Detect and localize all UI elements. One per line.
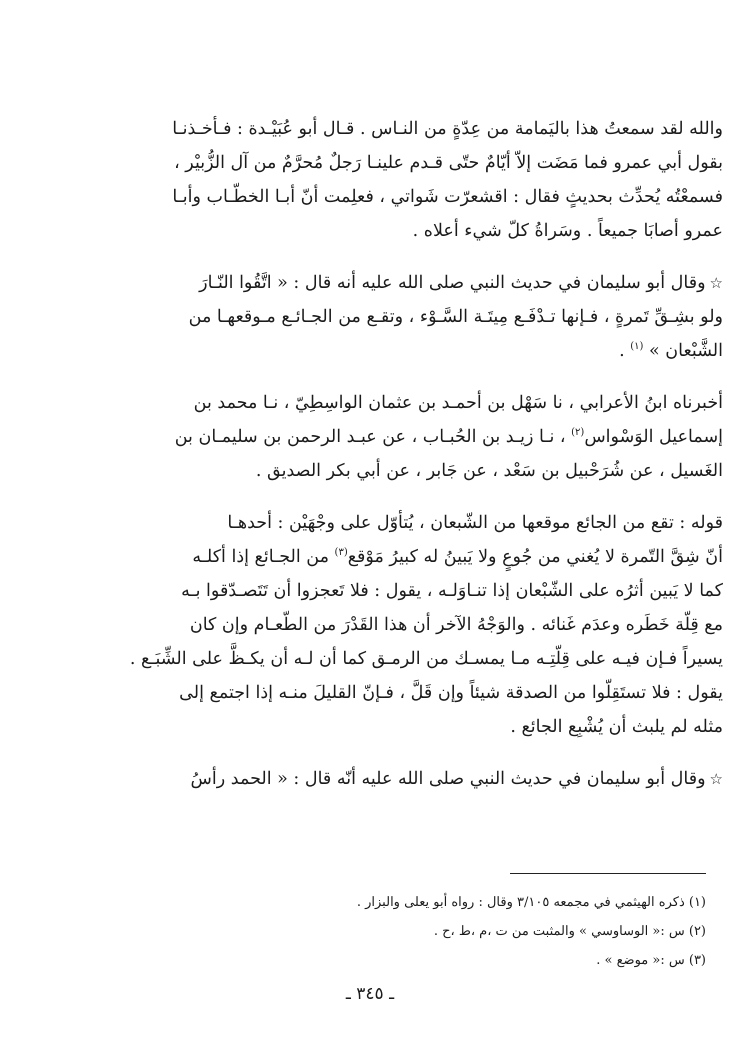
text-line: ولو بشِـقِّ تَمرةٍ ، فـإنها تـدْفَـع مِيتَـة السَّـوْء ، وتقـع من الجـائـع مـوقعهـا من bbox=[188, 307, 723, 327]
paragraph-4 bbox=[95, 506, 723, 744]
text-line: من الجـائع إذا أكلـه bbox=[192, 547, 329, 567]
text-line: بقول أبي عمرو فما مَضَت إلاّ أيّامٌ حتّى قـدم علينـا رَجلٌ مُحرَّمٌ من آل الزُّبيْر ، bbox=[174, 153, 723, 173]
text-line: أخبرناه ابنُ الأعرابي ، نا سَهْل بن أحمـد بن عثمان الواسِطِيّ ، نـا محمد بن bbox=[193, 393, 723, 413]
text-line: عمرو أصابَا جميعاً . وسَراةُ كلّ شيء أعلاه . bbox=[412, 221, 723, 241]
star-icon: ☆ bbox=[709, 274, 723, 292]
paragraph-1 bbox=[95, 112, 723, 248]
footnote-marker[interactable]: (١) bbox=[630, 341, 644, 353]
paragraph-3 bbox=[95, 386, 723, 488]
footnote-marker[interactable]: (٣) bbox=[334, 547, 348, 559]
text-line: أنّ شِقَّ التّمرة لا يُغني من جُوعٍ ولا يَبينُ له كبيرُ مَوْقع bbox=[347, 547, 723, 567]
footnote: (١) ذكره الهيثمي في مجمعه ٣/١٠٥ وقال : رواه أبو يعلى والبزار . bbox=[356, 895, 706, 910]
paragraph-5 bbox=[95, 762, 723, 796]
footnote: (٣) س :« موضع » . bbox=[596, 953, 706, 968]
main-text bbox=[95, 112, 723, 796]
page-number: ـ ٣٤٥ ـ bbox=[345, 984, 395, 1004]
text-line: مع قِلّة خَطَره وعدَم غَنائه . والوَجْهُ الآخر أن هذا القَدْرَ من الطّعـام وإن كان bbox=[189, 615, 723, 635]
text-line: والله لقد سمعتُ هذا باليَمامة من عِدّةٍ من النـاس . قـال أبو عُبَيْـدة : فـأخـذنـا bbox=[172, 119, 723, 139]
text-line: يقول : فلا تستَقِلّوا من الصدقة شيئاً وإن قَلَّ ، فـإنّ القليلَ منـه إذا اجتمع إلى bbox=[179, 683, 723, 703]
text-line: الشَّبْعان » bbox=[649, 341, 723, 361]
footnote: (٢) س :« الوساوسي » والمثبت من ت ،م ،ط ،ح . bbox=[433, 924, 706, 939]
text-line: كما لا يَبين أثرُه على الشّبْعان إذا تنـاوَلـه ، يقول : فلا تَعجزوا أن تَتَصـدّقوا بـه bbox=[181, 581, 723, 601]
text-line: مثله لم يلبث أن يُشْبِع الجائع . bbox=[510, 717, 723, 737]
text-line: الغَسيل ، عن شُرَحْبيل بن سَعْد ، عن جَابر ، عن أبي بكر الصديق . bbox=[255, 461, 723, 481]
text-line: قوله : تقع من الجائع موقعها من الشّبعان ، يُتأوّل على وجْهَيْن : أحدهـا bbox=[227, 513, 723, 533]
paragraph-2: ☆وقال أبو سليمان في حديث النبي صلى الله عليه أنه قال : « اتَّقُوا النّـارَ ولو بشِـقِّ تَمرةٍ ، فـإنها تـدْفَـع مِيتَـة السَّـوْء ، وتقـع من الجـائـع مـوقعهـا من الشَّبْعان » $^{(١)}$ . bbox=[95, 266, 723, 368]
text-line: فسمعْتُه يُحدِّث بحديثٍ فقال : اقشعرّت شَواتي ، فعلِمت أنّ أبـا الخطّـاب وأبـا bbox=[172, 187, 723, 207]
footnotes bbox=[146, 888, 706, 975]
text-line: وقال أبو سليمان في حديث النبي صلى الله عليه أنّه قال : « الحمد رأسُ bbox=[190, 769, 706, 789]
text-line: إسماعيل الوَسْواس bbox=[584, 427, 723, 447]
text-line: ، نـا زيـد بن الحُبـاب ، عن عبـد الرحمن بن سليمـان بن bbox=[174, 427, 566, 447]
text-line: يسيراً فـإن فيـه على قِلّتِـه مـا يمسـك من الرمـق كما أن لـه أن يكـظَّ على الشِّبَـع . bbox=[129, 649, 723, 669]
text-line: وقال أبو سليمان في حديث النبي صلى الله عليه أنه قال : « اتَّقُوا النّـارَ bbox=[199, 273, 706, 293]
footnote-marker[interactable]: (٢) bbox=[571, 427, 585, 439]
star-icon: ☆ bbox=[709, 770, 723, 788]
footnote-divider bbox=[510, 873, 706, 874]
